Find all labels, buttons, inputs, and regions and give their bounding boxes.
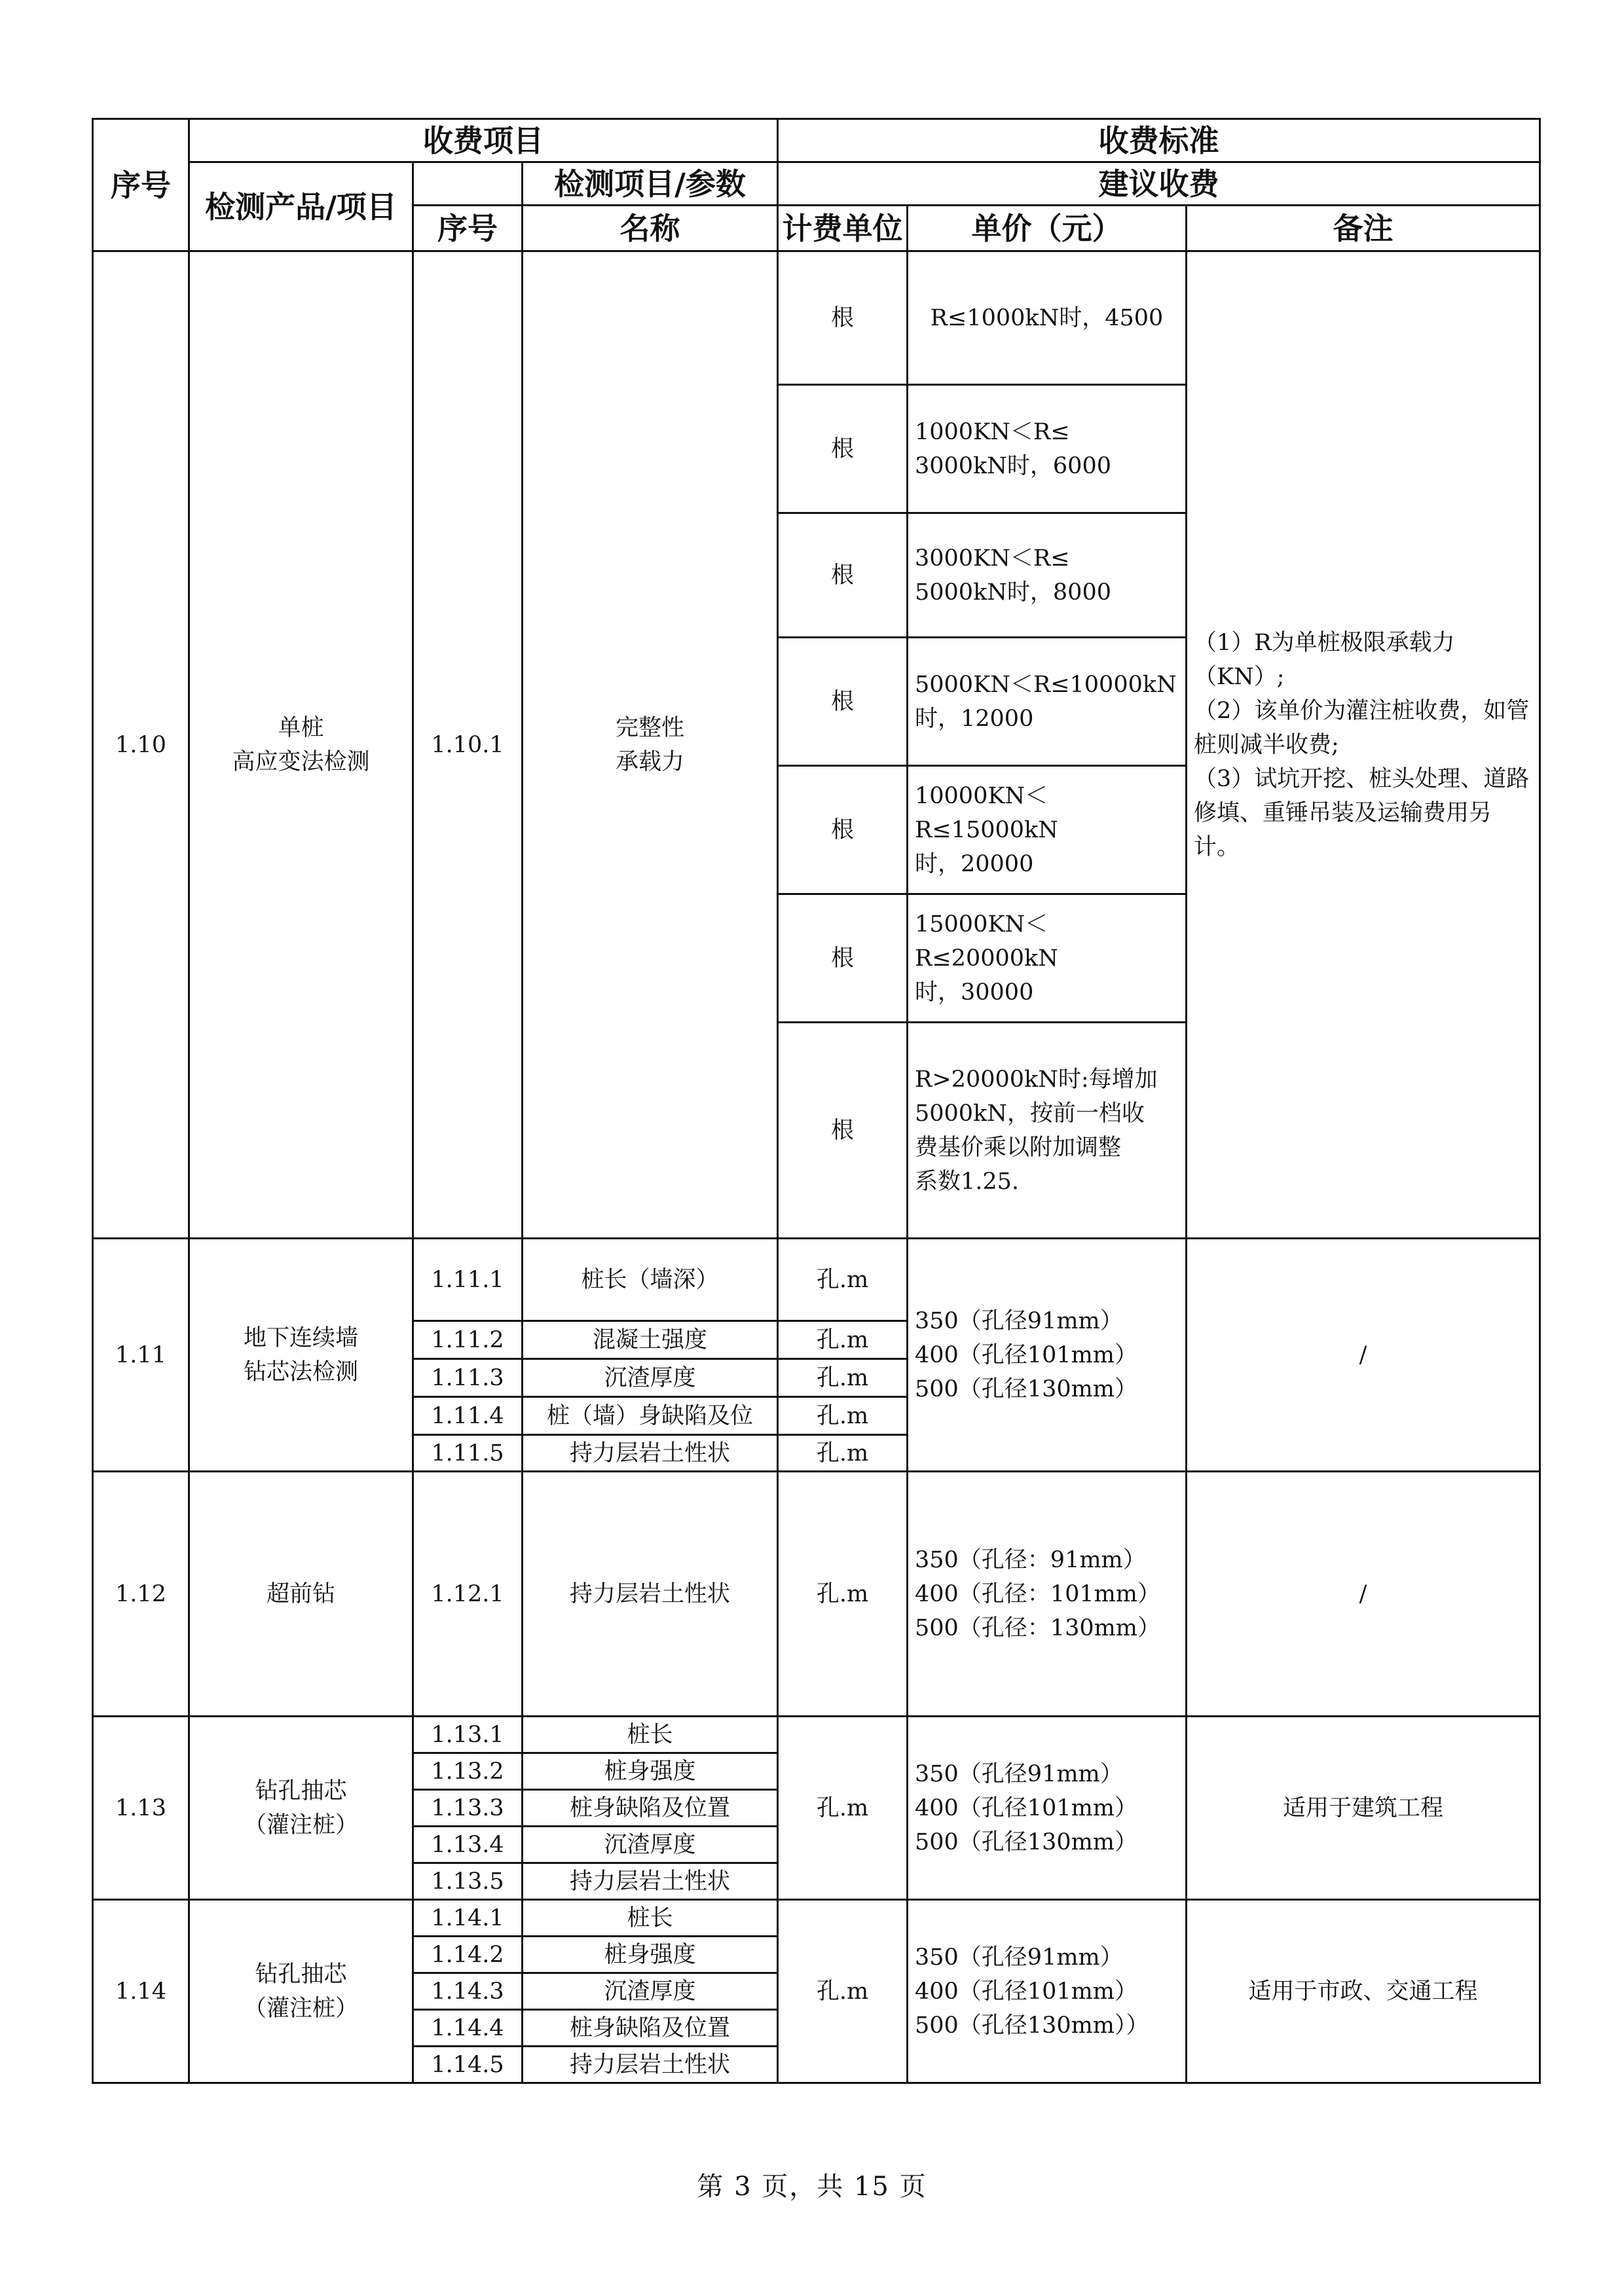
table-row: [93, 1472, 1540, 1717]
unit-cell: 根: [778, 894, 908, 1023]
sub-seq-cell: 1.13.4: [413, 1827, 523, 1863]
section-seq: 1.13: [93, 1717, 189, 1900]
param-name-cell: 桩身强度: [523, 1937, 778, 1973]
param-name-cell: 桩长（墙深）: [523, 1239, 778, 1321]
header-name: 名称: [523, 206, 778, 251]
param-name-cell: 持力层岩土性状: [523, 2047, 778, 2083]
section-seq: 1.14: [93, 1900, 189, 2083]
page-number-footer: 第 3 页，共 15 页: [697, 2172, 927, 2202]
param-name-cell: 桩身强度: [523, 1753, 778, 1790]
param-name-cell: 沉渣厚度: [523, 1359, 778, 1397]
header-product-text: 检测产品/项目: [205, 189, 397, 225]
unit-cell: 根: [778, 1023, 908, 1239]
section-product: 单桩 高应变法检测: [189, 251, 413, 1239]
table-row: [93, 1239, 1540, 1321]
price-cell: 1000KN＜R≤ 3000kN时，6000: [908, 385, 1187, 513]
sub-seq-cell: 1.14.1: [413, 1900, 523, 1937]
sub-seq-cell: 1.10.1: [413, 251, 523, 1239]
unit-cell: 孔.m: [778, 1717, 908, 1900]
sub-seq-cell: 1.11.5: [413, 1435, 523, 1472]
header-row-1: [93, 119, 1540, 162]
price-cell: 10000KN＜R≤15000kN 时，20000: [908, 766, 1187, 894]
remark-cell: /: [1187, 1472, 1540, 1717]
param-name-cell: 混凝土强度: [523, 1321, 778, 1359]
table-row: [93, 251, 1540, 385]
param-name-cell: 桩身缺陷及位置: [523, 2010, 778, 2047]
unit-cell: 孔.m: [778, 1900, 908, 2083]
sub-seq-cell: 1.14.2: [413, 1937, 523, 1973]
unit-cell: 孔.m: [778, 1472, 908, 1717]
price-cell: 350（孔径91mm） 400（孔径101mm） 500（孔径130mm）: [908, 1717, 1187, 1900]
price-cell: 350（孔径91mm） 400（孔径101mm） 500（孔径130mm）: [908, 1239, 1187, 1472]
table-row: [93, 1717, 1540, 1753]
sub-seq-cell: 1.13.2: [413, 1753, 523, 1790]
param-name-cell: 桩身缺陷及位置: [523, 1790, 778, 1827]
sub-seq-cell: 1.14.5: [413, 2047, 523, 2083]
unit-cell: 根: [778, 385, 908, 513]
remark-cell: （1）R为单桩极限承载力（KN）; （2）该单价为灌注桩收费，如管桩则减半收费; （3）试坑开挖、桩头处理、道路修填、重锤吊装及运输费用另计。: [1187, 251, 1540, 1239]
param-name-cell: 持力层岩土性状: [523, 1435, 778, 1472]
price-cell: 15000KN＜R≤20000kN 时，30000: [908, 894, 1187, 1023]
fee-table: [92, 118, 1541, 2084]
remark-cell: 适用于市政、交通工程: [1187, 1900, 1540, 2083]
header-suggested: 建议收费: [778, 162, 1540, 206]
unit-cell: 根: [778, 766, 908, 894]
price-cell: 5000KN＜R≤10000kN 时，12000: [908, 638, 1187, 766]
unit-cell: 根: [778, 513, 908, 638]
sub-seq-cell: 1.12.1: [413, 1472, 523, 1717]
sub-seq-cell: 1.11.1: [413, 1239, 523, 1321]
price-cell: 350（孔径：91mm） 400（孔径：101mm） 500（孔径：130mm）: [908, 1472, 1187, 1717]
sub-seq-cell: 1.11.4: [413, 1397, 523, 1435]
header-empty-cell: [413, 162, 523, 206]
param-name-cell: 完整性 承载力: [523, 251, 778, 1239]
param-name-cell: 桩长: [523, 1900, 778, 1937]
price-cell: 350（孔径91mm） 400（孔径101mm） 500（孔径130mm））: [908, 1900, 1187, 2083]
unit-cell: 孔.m: [778, 1321, 908, 1359]
param-name-cell: 沉渣厚度: [523, 1973, 778, 2010]
unit-cell: 根: [778, 251, 908, 385]
sub-seq-cell: 1.13.5: [413, 1863, 523, 1900]
header-remark: 备注: [1187, 206, 1540, 251]
unit-cell: 孔.m: [778, 1435, 908, 1472]
param-name-cell: 桩长: [523, 1717, 778, 1753]
header-param: 检测项目/参数: [523, 162, 778, 206]
header-price: 单价（元）: [908, 206, 1187, 251]
section-seq: 1.10: [93, 251, 189, 1239]
param-name-cell: 持力层岩土性状: [523, 1472, 778, 1717]
param-name-cell: 桩（墙）身缺陷及位: [523, 1397, 778, 1435]
header-row-2: [93, 162, 1540, 206]
sub-seq-cell: 1.11.2: [413, 1321, 523, 1359]
section-seq: 1.12: [93, 1472, 189, 1717]
param-name-cell: 沉渣厚度: [523, 1827, 778, 1863]
remark-cell: /: [1187, 1239, 1540, 1472]
sub-seq-cell: 1.14.3: [413, 1973, 523, 2010]
section-product: 钻孔抽芯 （灌注桩）: [189, 1900, 413, 2083]
unit-cell: 孔.m: [778, 1359, 908, 1397]
sub-seq-cell: 1.13.1: [413, 1717, 523, 1753]
param-name-cell: 持力层岩土性状: [523, 1863, 778, 1900]
header-product: [189, 162, 413, 251]
unit-cell: 孔.m: [778, 1397, 908, 1435]
sub-seq-cell: 1.13.3: [413, 1790, 523, 1827]
table-row: [93, 1900, 1540, 1937]
remark-cell: 适用于建筑工程: [1187, 1717, 1540, 1900]
section-seq: 1.11: [93, 1239, 189, 1472]
header-seq: 序号: [93, 119, 189, 251]
unit-cell: 根: [778, 638, 908, 766]
price-cell: R≤1000kN时，4500: [908, 251, 1187, 385]
section-product: 超前钻: [189, 1472, 413, 1717]
sub-seq-cell: 1.11.3: [413, 1359, 523, 1397]
price-cell: 3000KN＜R≤ 5000kN时，8000: [908, 513, 1187, 638]
header-fee-items: 收费项目: [189, 119, 778, 162]
header-sub-seq: 序号: [413, 206, 523, 251]
header-fee-standard: 收费标准: [778, 119, 1540, 162]
unit-cell: 孔.m: [778, 1239, 908, 1321]
header-unit: 计费单位: [778, 206, 908, 251]
section-product: 地下连续墙 钻芯法检测: [189, 1239, 413, 1472]
section-product: 钻孔抽芯 （灌注桩）: [189, 1717, 413, 1900]
price-cell: R>20000kN时:每增加 5000kN，按前一档收 费基价乘以附加调整 系数1.25.: [908, 1023, 1187, 1239]
sub-seq-cell: 1.14.4: [413, 2010, 523, 2047]
